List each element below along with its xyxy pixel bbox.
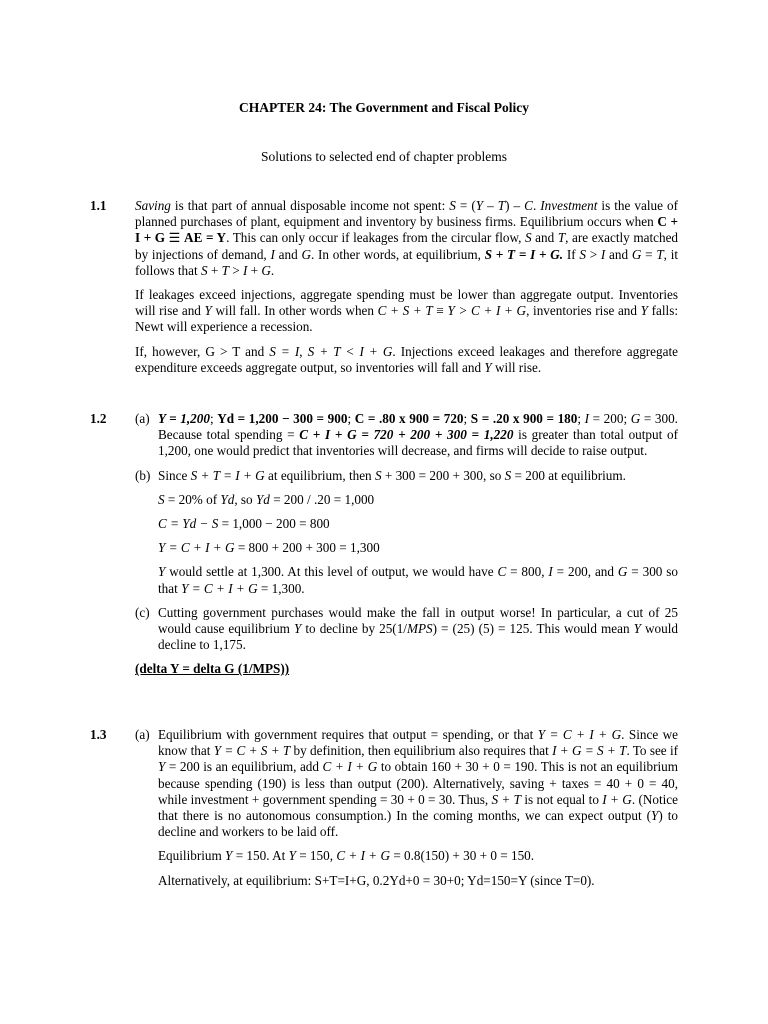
- section-body: [135, 727, 678, 897]
- item-letter: (a): [135, 411, 150, 426]
- equation-line: Y = C + I + G = 800 + 200 + 300 = 1,300: [158, 540, 380, 556]
- item-text: Y = 1,200; Yd = 1,200 − 300 = 900; C = .80 x 900 = 720; S = .20 x 900 = 180; I = 200; G = 300. Because total spending = C + I + G = 720 + 200 + 300 = 1,220 is greater than total output of 1,200, one would predict that inventories will decrease, and firms will decide to raise output.: [158, 411, 678, 459]
- item-text: Equilibrium with government requires that output = spending, or that Y = C + I + G. Since we know that Y = C + S + T by definition, then equilibrium also requires that I + G = S + T. To see if Y = 200 is an equilibrium, add C + I + G to obtain 160 + 30 + 0 = 190. This is not an equilibrium because spending (190) is less than output (200). Alternatively, saving + taxes = 40 + 0 = 40, while investment + government spending = 30 + 0 = 30. Thus, S + T is not equal to I + G. (Notice that there is no autonomous consumption.) In the coming months, we can expect output (Y) to decline and workers to be laid off.: [158, 727, 679, 840]
- section-body: [135, 411, 678, 678]
- item-letter: (a): [135, 727, 150, 742]
- document-subtitle: Solutions to selected end of chapter problems: [261, 149, 507, 164]
- item-b: [135, 468, 678, 484]
- item-letter: (c): [135, 604, 150, 620]
- equation-line: Y would settle at 1,300. At this level of output, we would have C = 800, I = 200, and G = 300 so that Y = C + I + G = 1,300.: [158, 564, 678, 596]
- section-body: [135, 198, 678, 384]
- item-c: [135, 605, 678, 654]
- item-a: [135, 727, 678, 840]
- equation-line: S = 20% of Yd, so Yd = 200 / .20 = 1,000: [158, 491, 375, 507]
- item-text: Cutting government purchases would make the fall in output worse! In particular, a cut of 25 would cause equilibrium Y to decline by 25(1/MPS) = (25) (5) = 125. This would mean Y would decline to 1,175.: [158, 604, 678, 653]
- item-text: Since S + T = I + G at equilibrium, then S + 300 = 200 + 300, so S = 200 at equilibrium.: [158, 467, 626, 483]
- item-letter: (b): [135, 467, 151, 483]
- section-number: 1.1: [90, 198, 107, 213]
- paragraph-leakages: If leakages exceed injections, aggregate spending must be lower than aggregate output. Inventories will rise and Y will fall. In other words when C + S + T ≡ Y > C + I + G, inventories rise and Y falls: Newt will experience a recession.: [135, 287, 678, 335]
- chapter-title: CHAPTER 24: The Government and Fiscal Policy: [239, 100, 529, 115]
- equation-line: Equilibrium Y = 150. At Y = 150, C + I + G = 0.8(150) + 30 + 0 = 150.: [158, 848, 535, 864]
- item-a: [135, 411, 678, 460]
- equation-line: C = Yd − S = 1,000 − 200 = 800: [158, 516, 330, 532]
- section-number: 1.2: [90, 411, 107, 426]
- equation-line: Alternatively, at equilibrium: S+T=I+G, 0.2Yd+0 = 30+0; Yd=150=Y (since T=0).: [158, 872, 595, 888]
- section-number: 1.3: [90, 727, 107, 742]
- paragraph-saving-investment: Saving is that part of annual disposable income not spent: S = (Y – T) – C. Investment is the value of planned purchases of plant, equipment and inventory by business firms. Equilibrium occurs when C + I + G ☰ AE = Y. This can only occur if leakages from the circular flow, S and T, are exactly matched by injections of demand, I and G. In other words, at equilibrium, S + T = I + G. If S > I and G = T, it follows that S + T > I + G.: [135, 198, 679, 278]
- formula-line: (delta Y = delta G (1/MPS)): [135, 661, 290, 677]
- paragraph-injections: If, however, G > T and S = I, S + T < I + G. Injections exceed leakages and therefore aggregate expenditure exceeds aggregate output, so inventories will fall and Y will rise.: [135, 343, 678, 375]
